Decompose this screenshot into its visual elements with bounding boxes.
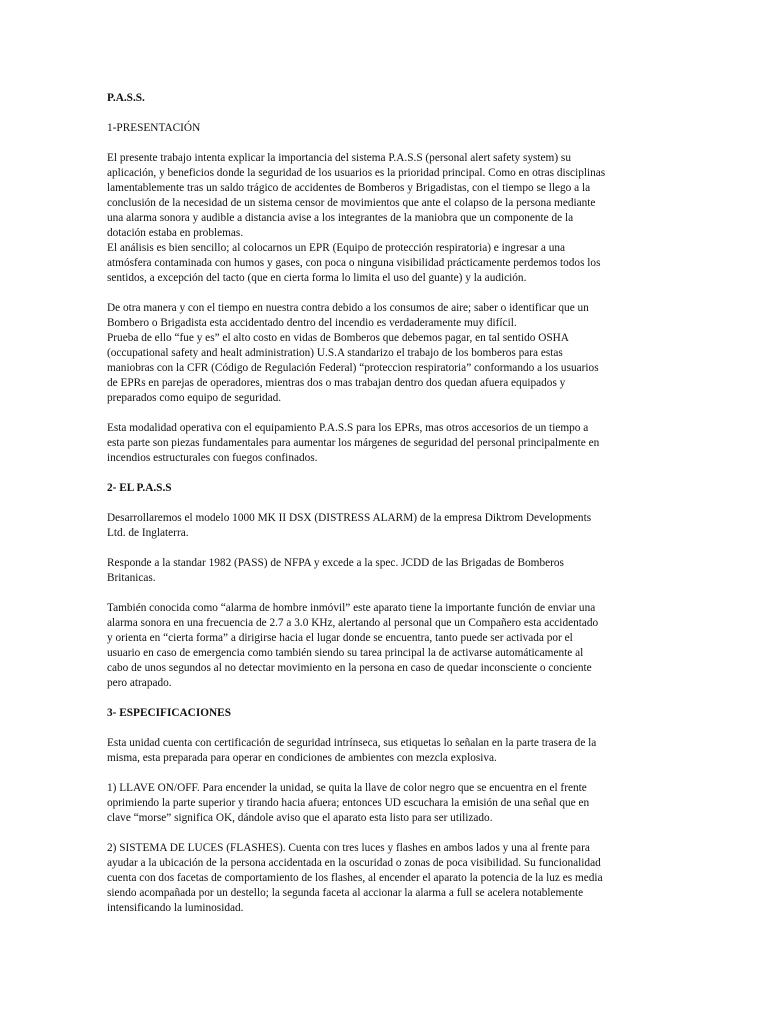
text-line: cuenta con dos facetas de comportamiento de los flashes, al encender el aparato la potencia de la luz es media	[107, 872, 603, 884]
text-line: De otra manera y con el tiempo en nuestra contra debido a los consumos de aire; saber o identificar que un	[107, 302, 589, 314]
text-line: aplicación, y beneficios donde la seguridad de los usuarios es la prioridad principal. Como en otras disciplinas	[107, 167, 606, 179]
text-line: El presente trabajo intenta explicar la importancia del sistema P.A.S.S (personal alert safety system) su	[107, 152, 571, 164]
document-title: P.A.S.S.	[107, 92, 145, 104]
text-line: alarma sonora en una frecuencia de 2.7 a 3.0 KHz, alertando al personal que un Compañero esta accidentado	[107, 617, 599, 629]
text-line: dotación estaba en problemas.	[107, 227, 244, 239]
text-line: También conocida como “alarma de hombre inmóvil” este aparato tiene la importante función de enviar una	[107, 602, 596, 614]
text-line: clave “morse” significa OK, dándole aviso que el aparato esta listo para ser utilizado.	[107, 812, 493, 824]
text-line: preparados como equipo de seguridad.	[107, 392, 282, 404]
text-line: intensificando la luminosidad.	[107, 902, 244, 914]
paragraph-luces	[107, 841, 663, 916]
text-line: de EPRs en parejas de operadores, mientras dos o mas trabajan dentro dos quedan afuera equipados y	[107, 377, 566, 389]
paragraph-osha	[107, 301, 663, 406]
text-line: (occupational safety and healt administration) U.S.A standarizo el trabajo de los bomberos para estas	[107, 347, 563, 359]
text-line: Esta unidad cuenta con certificación de seguridad intrínseca, sus etiquetas lo señalan en la parte trasera de la	[107, 737, 597, 749]
text-line: Prueba de ello “fue y es” el alto costo en vidas de Bomberos que debemos pagar, en tal sentido OSHA	[107, 332, 569, 344]
text-line: Desarrollaremos el modelo 1000 MK II DSX (DISTRESS ALARM) de la empresa Diktrom Developments	[107, 512, 592, 524]
text-line: Britanicas.	[107, 572, 156, 584]
text-line: El análisis es bien sencillo; al colocarnos un EPR (Equipo de protección respiratoria) e ingresar a una	[107, 242, 566, 254]
paragraph-modalidad	[107, 421, 663, 466]
paragraph-standar	[107, 556, 663, 586]
text-line: maniobras con la CFR (Código de Regulación Federal) “proteccion respiratoria” conformando a los usuarios	[107, 362, 599, 374]
paragraph-alarma	[107, 601, 663, 691]
text-line: Ltd. de Inglaterra.	[107, 527, 189, 539]
document-body	[107, 91, 663, 931]
text-line: conclusión de la necesidad de un sistema censor de movimientos que ante el colapso de la persona mediante	[107, 197, 596, 209]
paragraph-certificacion	[107, 736, 663, 766]
text-line: pero atrapado.	[107, 677, 172, 689]
paragraph-intro	[107, 151, 663, 286]
text-line: una alarma sonora y audible a distancia avise a los integrantes de la maniobra que un componente de la	[107, 212, 574, 224]
text-line: siendo acompañada por un destello; la segunda faceta al accionar la alarma a full se acelera notablemente	[107, 887, 584, 899]
paragraph-modelo	[107, 511, 663, 541]
text-line: usuario en caso de emergencia como también siendo su tarea principal la de activarse automáticamente al	[107, 647, 584, 659]
text-line: Responde a la standar 1982 (PASS) de NFPA y excede a la spec. JCDD de las Brigadas de Bomberos	[107, 557, 564, 569]
text-line: cabo de unos segundos al no detectar movimiento en la persona en caso de quedar inconsciente o conciente	[107, 662, 592, 674]
text-line: Bombero o Brigadista esta accidentado dentro del incendio es verdaderamente muy difícil.	[107, 317, 517, 329]
text-line: y orienta en “cierta forma” a dirigirse hacia el lugar donde se encuentra, tanto puede ser activada por el	[107, 632, 573, 644]
section-1-heading: 1-PRESENTACIÓN	[107, 122, 201, 134]
paragraph-llave	[107, 781, 663, 826]
text-line: 2) SISTEMA DE LUCES (FLASHES). Cuenta con tres luces y flashes en ambos lados y una al frente para	[107, 842, 590, 854]
text-line: atmósfera contaminada con humos y gases, con poca o ninguna visibilidad prácticamente perdemos todos los	[107, 257, 601, 269]
text-line: sentidos, a excepción del tacto (que en cierta forma lo limita el uso del guante) y la audición.	[107, 272, 527, 284]
text-line: incendios estructurales con fuegos confinados.	[107, 452, 318, 464]
text-line: 1) LLAVE ON/OFF. Para encender la unidad, se quita la llave de color negro que se encuentra en el frente	[107, 782, 587, 794]
section-2-heading: 2- EL P.A.S.S	[107, 482, 172, 494]
text-line: oprimiendo la parte superior y tirando hacia afuera; entonces UD escuchara la emisión de una señal que en	[107, 797, 590, 809]
text-line: Esta modalidad operativa con el equipamiento P.A.S.S para los EPRs, mas otros accesorios de un tiempo a	[107, 422, 589, 434]
text-line: esta parte son piezas fundamentales para aumentar los márgenes de seguridad del personal principalmente en	[107, 437, 600, 449]
text-line: ayudar a la ubicación de la persona accidentada en la oscuridad o zonas de poca visibilidad. Su funcionalidad	[107, 857, 601, 869]
text-line: misma, esta preparada para operar en condiciones de ambientes con mezcla explosiva.	[107, 752, 497, 764]
text-line: lamentablemente tras un saldo trágico de accidentes de Bomberos y Brigadistas, con el tiempo se llego a la	[107, 182, 591, 194]
section-3-heading: 3- ESPECIFICACIONES	[107, 707, 231, 719]
